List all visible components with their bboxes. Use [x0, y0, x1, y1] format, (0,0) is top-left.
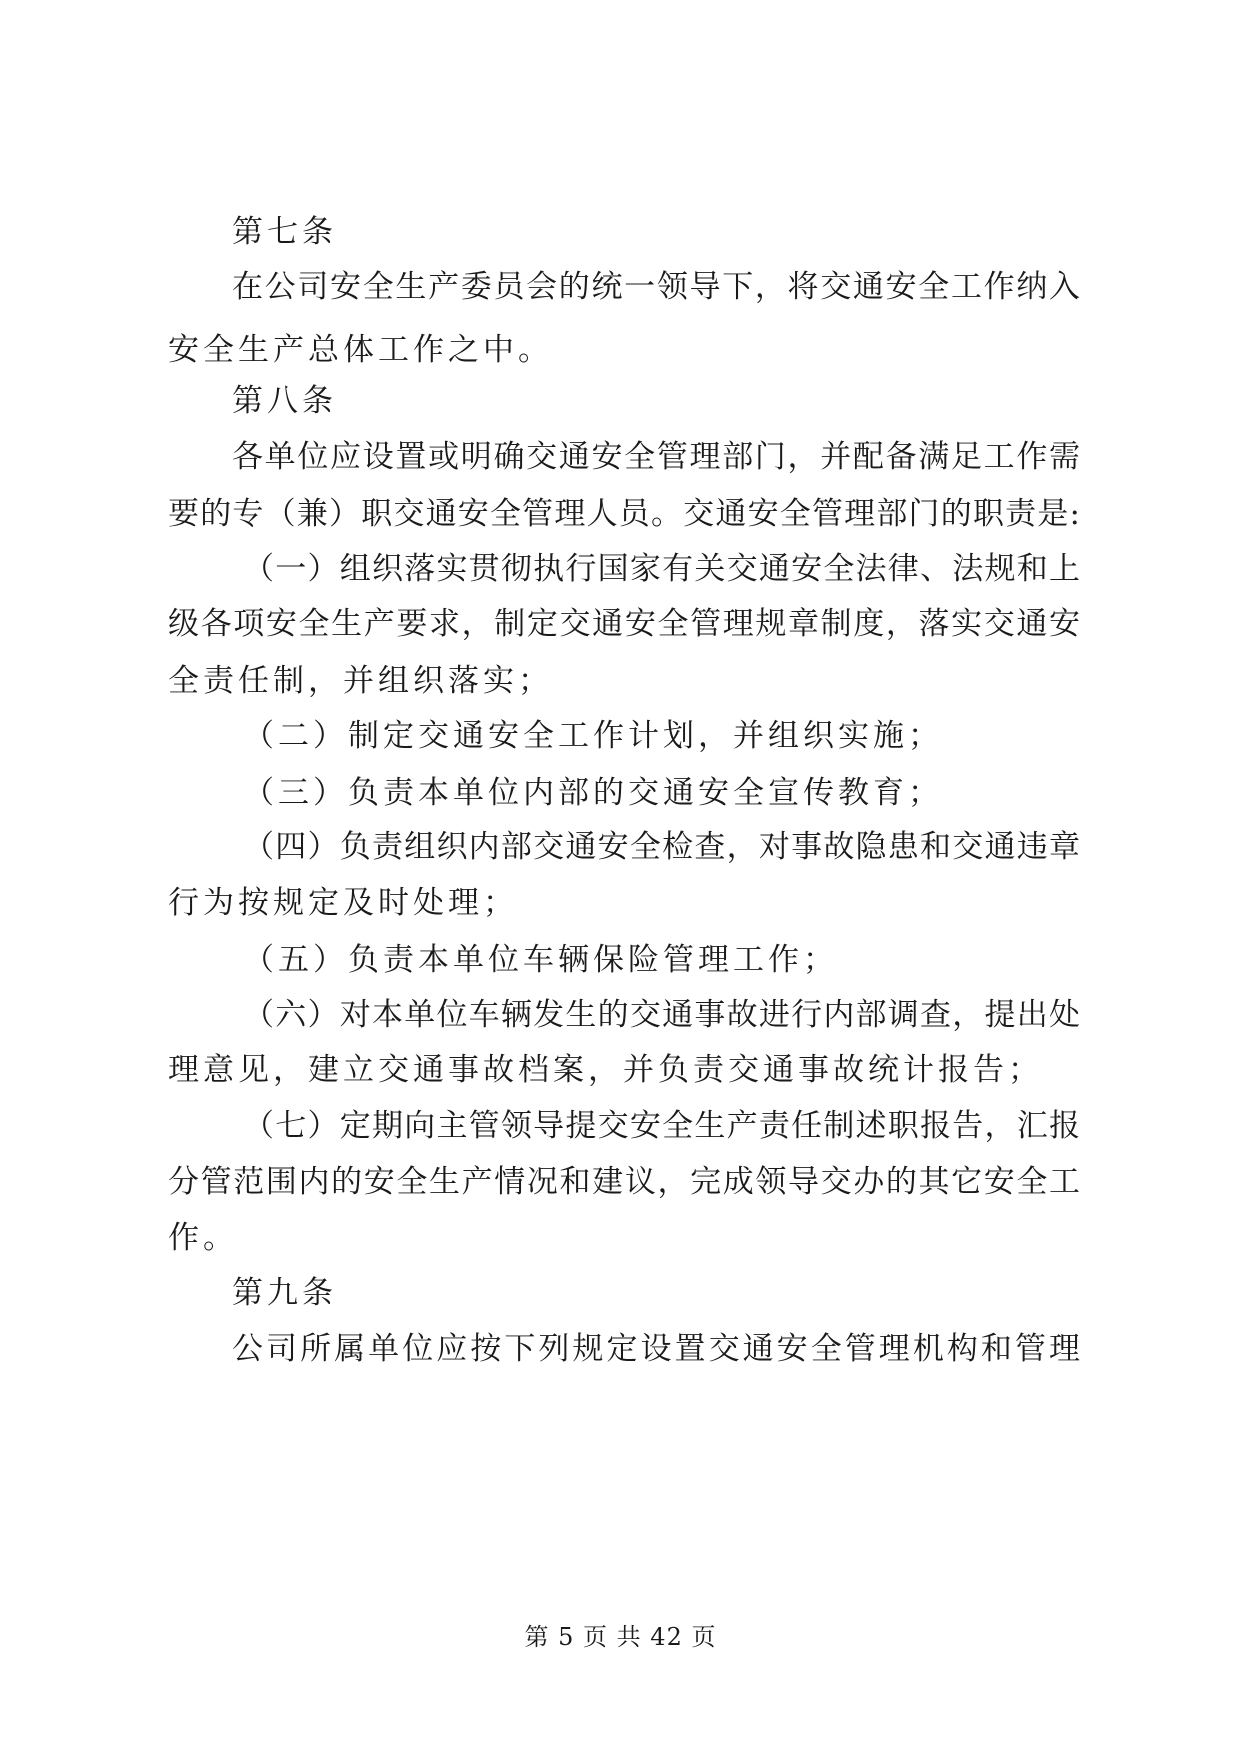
- list-item-line: （二）制定交通安全工作计划，并组织实施；: [243, 718, 943, 754]
- list-item-line: 级各项安全生产要求，制定交通安全管理规章制度，落实交通安: [168, 606, 1080, 642]
- page-number-footer: 第 5 页 共 42 页: [524, 1623, 717, 1651]
- list-item-line: （一）组织落实贯彻执行国家有关交通安全法律、法规和上: [243, 551, 1080, 587]
- article-heading: 第九条: [232, 1275, 337, 1311]
- paragraph-line: 要的专（兼）职交通安全管理人员。交通安全管理部门的职责是:: [168, 496, 1080, 532]
- paragraph-line: 在公司安全生产委员会的统一领导下，将交通安全工作纳入: [232, 269, 1080, 305]
- list-item-line: 行为按规定及时处理；: [168, 885, 518, 921]
- list-item-line: （六）对本单位车辆发生的交通事故进行内部调查，提出处: [243, 997, 1080, 1033]
- list-item-line: （五）负责本单位车辆保险管理工作；: [243, 942, 838, 978]
- paragraph-line: 安全生产总体工作之中。: [168, 332, 553, 368]
- list-item-line: 分管范围内的安全生产情况和建议，完成领导交办的其它安全工: [168, 1164, 1080, 1200]
- list-item-line: 理意见，建立交通事故档案，并负责交通事故统计报告；: [168, 1052, 1043, 1088]
- article-heading: 第七条: [232, 214, 337, 250]
- article-heading: 第八条: [232, 383, 337, 419]
- paragraph-line: 公司所属单位应按下列规定设置交通安全管理机构和管理: [232, 1331, 1080, 1367]
- list-item-line: 全责任制，并组织落实；: [168, 663, 553, 699]
- list-item-line: （七）定期向主管领导提交安全生产责任制述职报告，汇报: [243, 1108, 1080, 1144]
- list-item-line: 作。: [168, 1220, 238, 1256]
- paragraph-line: 各单位应设置或明确交通安全管理部门，并配备满足工作需: [232, 439, 1080, 475]
- list-item-line: （四）负责组织内部交通安全检查，对事故隐患和交通违章: [243, 829, 1080, 865]
- list-item-line: （三）负责本单位内部的交通安全宣传教育；: [243, 775, 943, 811]
